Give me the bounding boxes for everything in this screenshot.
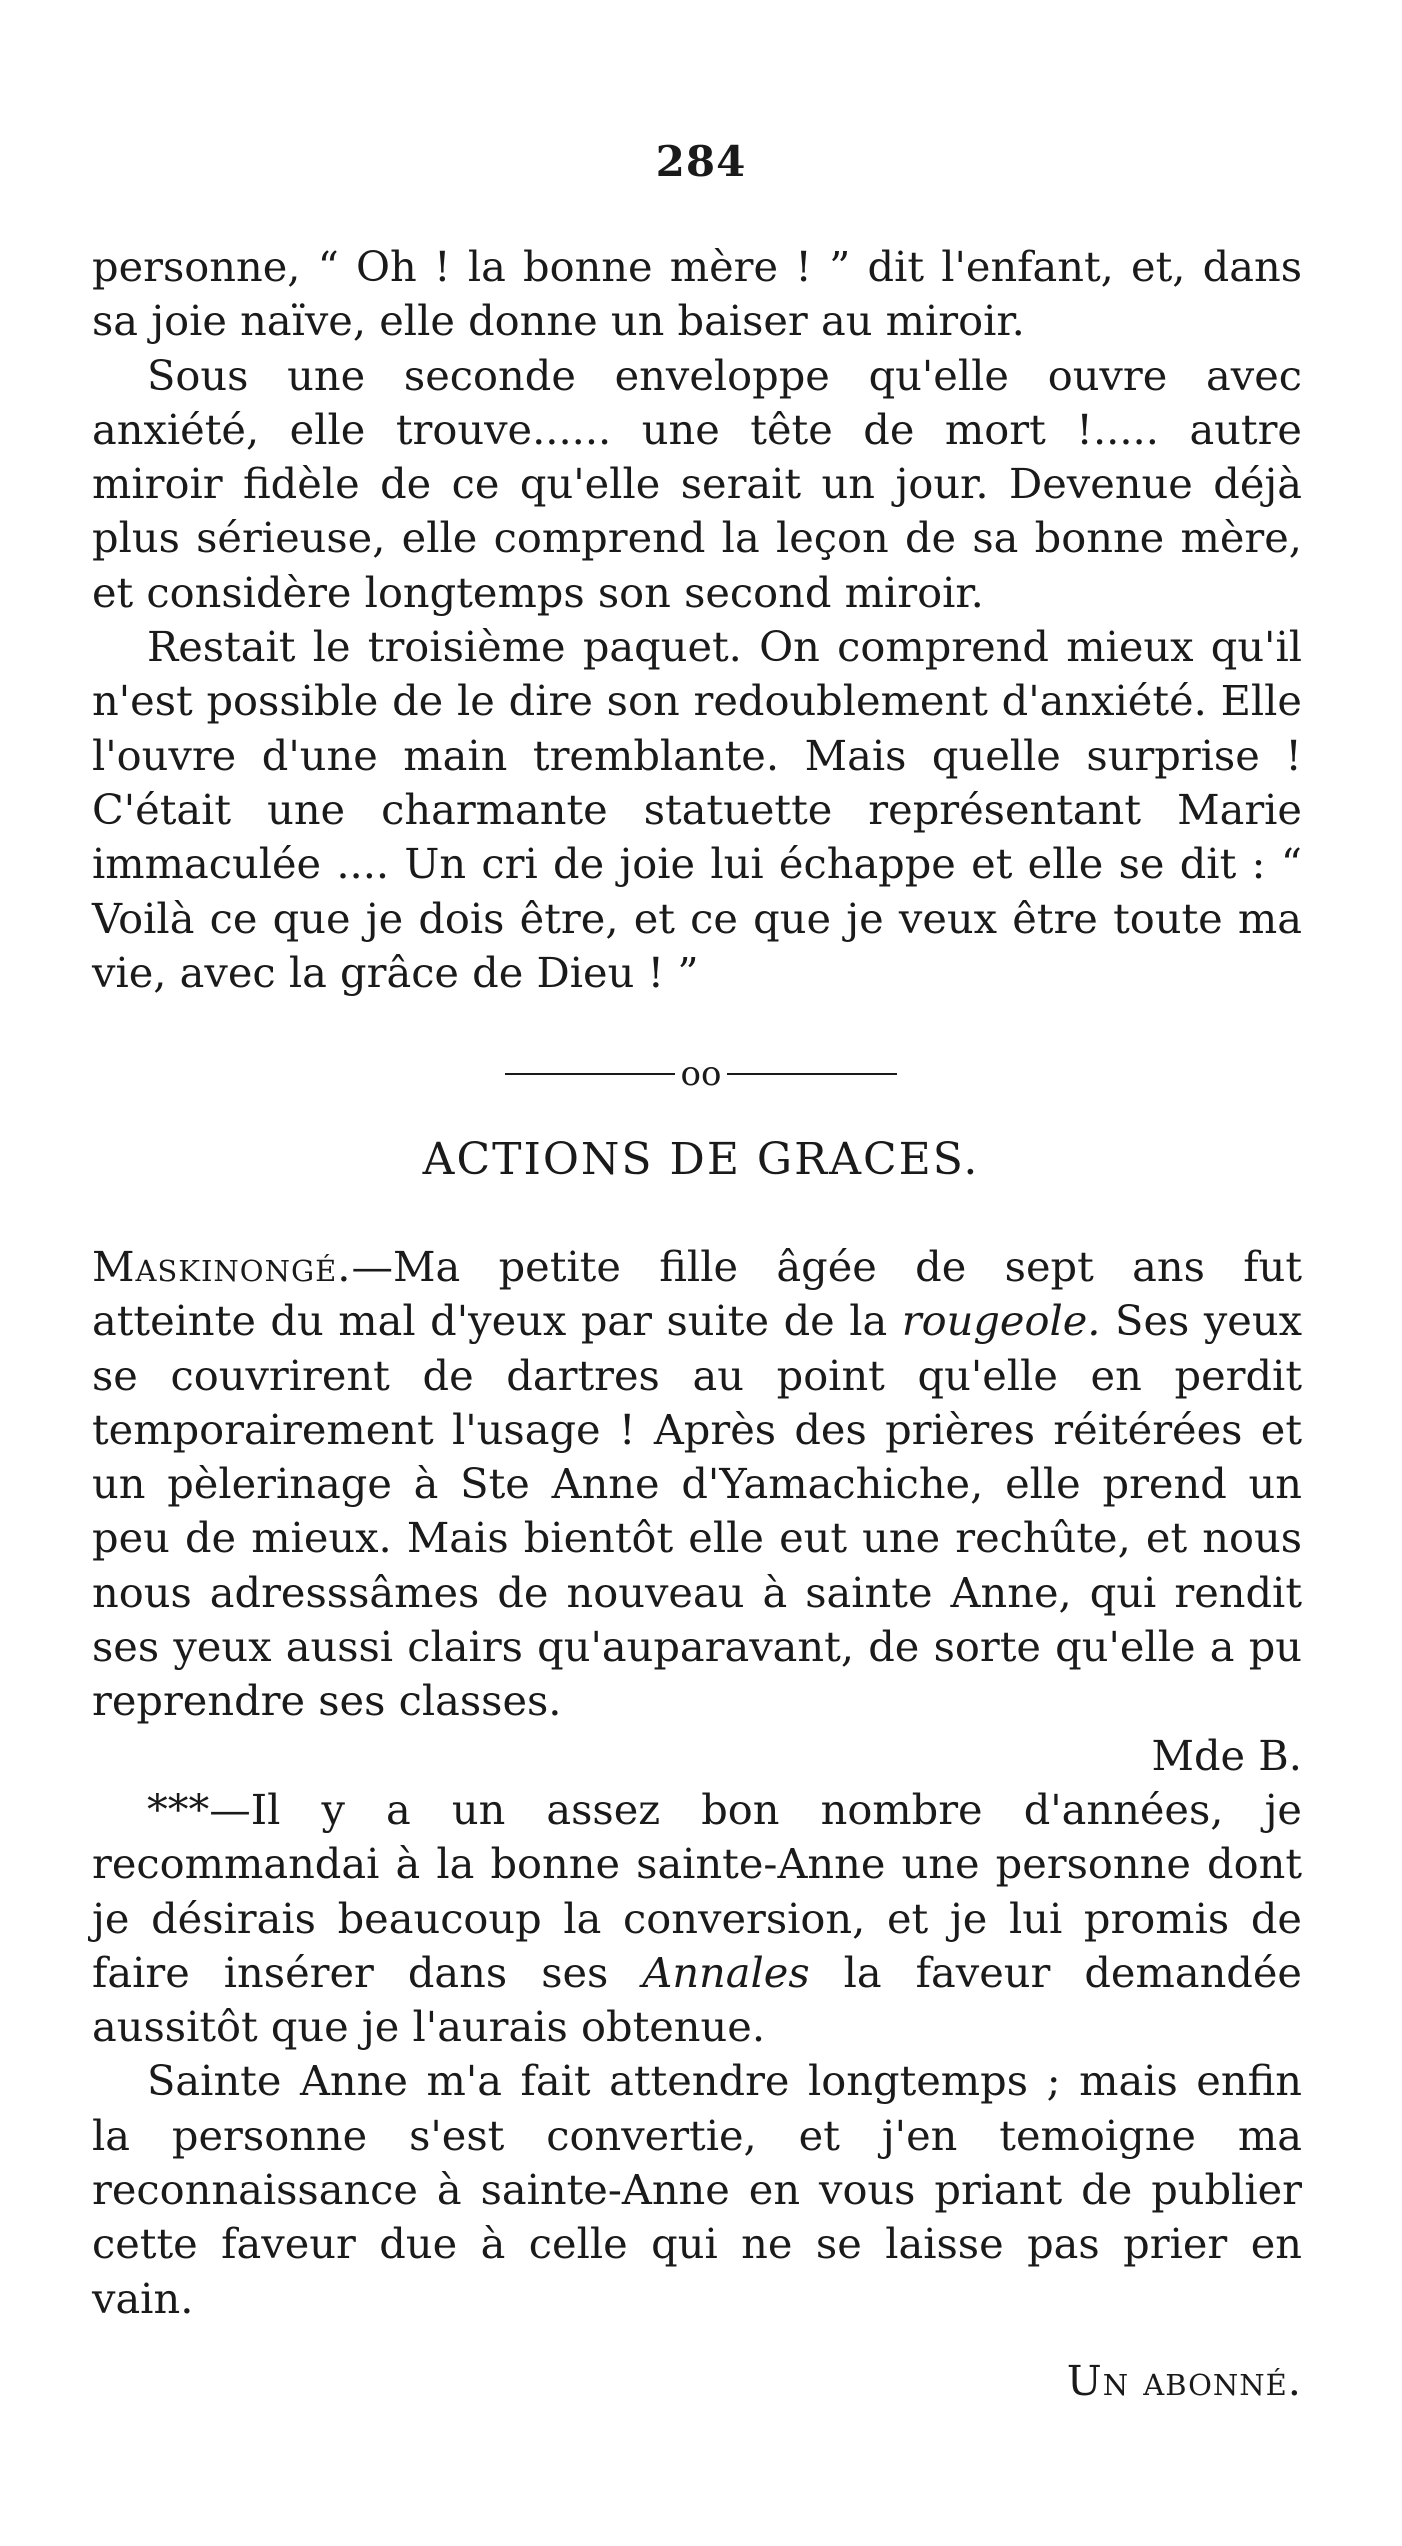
thanksgiving-entry-2-continued: Sainte Anne m'a fait attendre longtemps ; mais enfin la personne s'est convertie, et j'en temoigne ma reconnaissance à sainte-Anne en vous priant de publier cette faveur due à celle qui ne se laisse pas prier en vain. (92, 2056, 1302, 2323)
separator-rule-right (727, 1073, 897, 1075)
entry-signature: Un abonné. (1066, 2355, 1302, 2405)
separator-rule-left (505, 1073, 675, 1075)
entry-text: la faveur demandée aussitôt que je l'aurais obtenue. (92, 1947, 1302, 2052)
entry-text: Ses yeux se couvrirent de dartres au point qu'elle en perdit temporairement l'usage ! Après des prières réitérées et un pèlerinage à Ste Anne d'Yamachiche, elle prend un peu de mieux. Mais bientôt elle eut une rechûte, et nous nous adresssâmes de nouveau à sainte Anne, qui rendit ses yeux aussi clairs qu'auparavant, de sorte qu'elle a pu reprendre ses classes. (92, 1296, 1302, 1726)
thanksgiving-entry-2 (92, 1783, 1302, 2054)
story-paragraph: Restait le troisième paquet. On comprend mieux qu'il n'est possible de le dire son redoublement d'anxiété. Elle l'ouvre d'une main tremblante. Mais quelle surprise ! C'était une charmante statuette représentant Marie immaculée .... Un cri de joie lui échappe et elle se dit : “ Voilà ce que je dois être, et ce que je veux être toute ma vie, avec la grâce de Dieu ! ” (92, 622, 1302, 997)
entry-italic: Annales (642, 1947, 810, 1997)
story-paragraph: Sous une seconde enveloppe qu'elle ouvre avec anxiété, elle trouve...... une tête de mort !..... autre miroir fidèle de ce qu'elle serait un jour. Devenue déjà plus sérieuse, elle comprend la leçon de sa bonne mère, et considère longtemps son second miroir. (92, 350, 1302, 617)
section-heading: ACTIONS DE GRACES. (422, 1134, 980, 1185)
page-number: 284 (655, 137, 747, 186)
entry-text: ***—Il y a un assez bon nombre d'années, je recommandai à la bonne sainte-Anne une personne dont je désirais beaucoup la conversion, et je lui promis de faire insérer dans ses (92, 1784, 1302, 1997)
entry-text: —Ma petite fille âgée de sept ans fut atteinte du mal d'yeux par suite de la (92, 1242, 1302, 1346)
section-separator (0, 1052, 1402, 1094)
entry-signature: Mde B. (1151, 1730, 1302, 1780)
separator-mark: oo (680, 1054, 722, 1094)
entry-place: Maskinongé. (92, 1242, 352, 1291)
story-paragraph: personne, “ Oh ! la bonne mère ! ” dit l'enfant, et, dans sa joie naïve, elle donne un baiser au miroir. (92, 242, 1302, 346)
story-text (92, 240, 1302, 1000)
entry-italic: rougeole. (901, 1296, 1101, 1346)
section-body (92, 1240, 1302, 2408)
thanksgiving-entry-1 (92, 1240, 1302, 1729)
